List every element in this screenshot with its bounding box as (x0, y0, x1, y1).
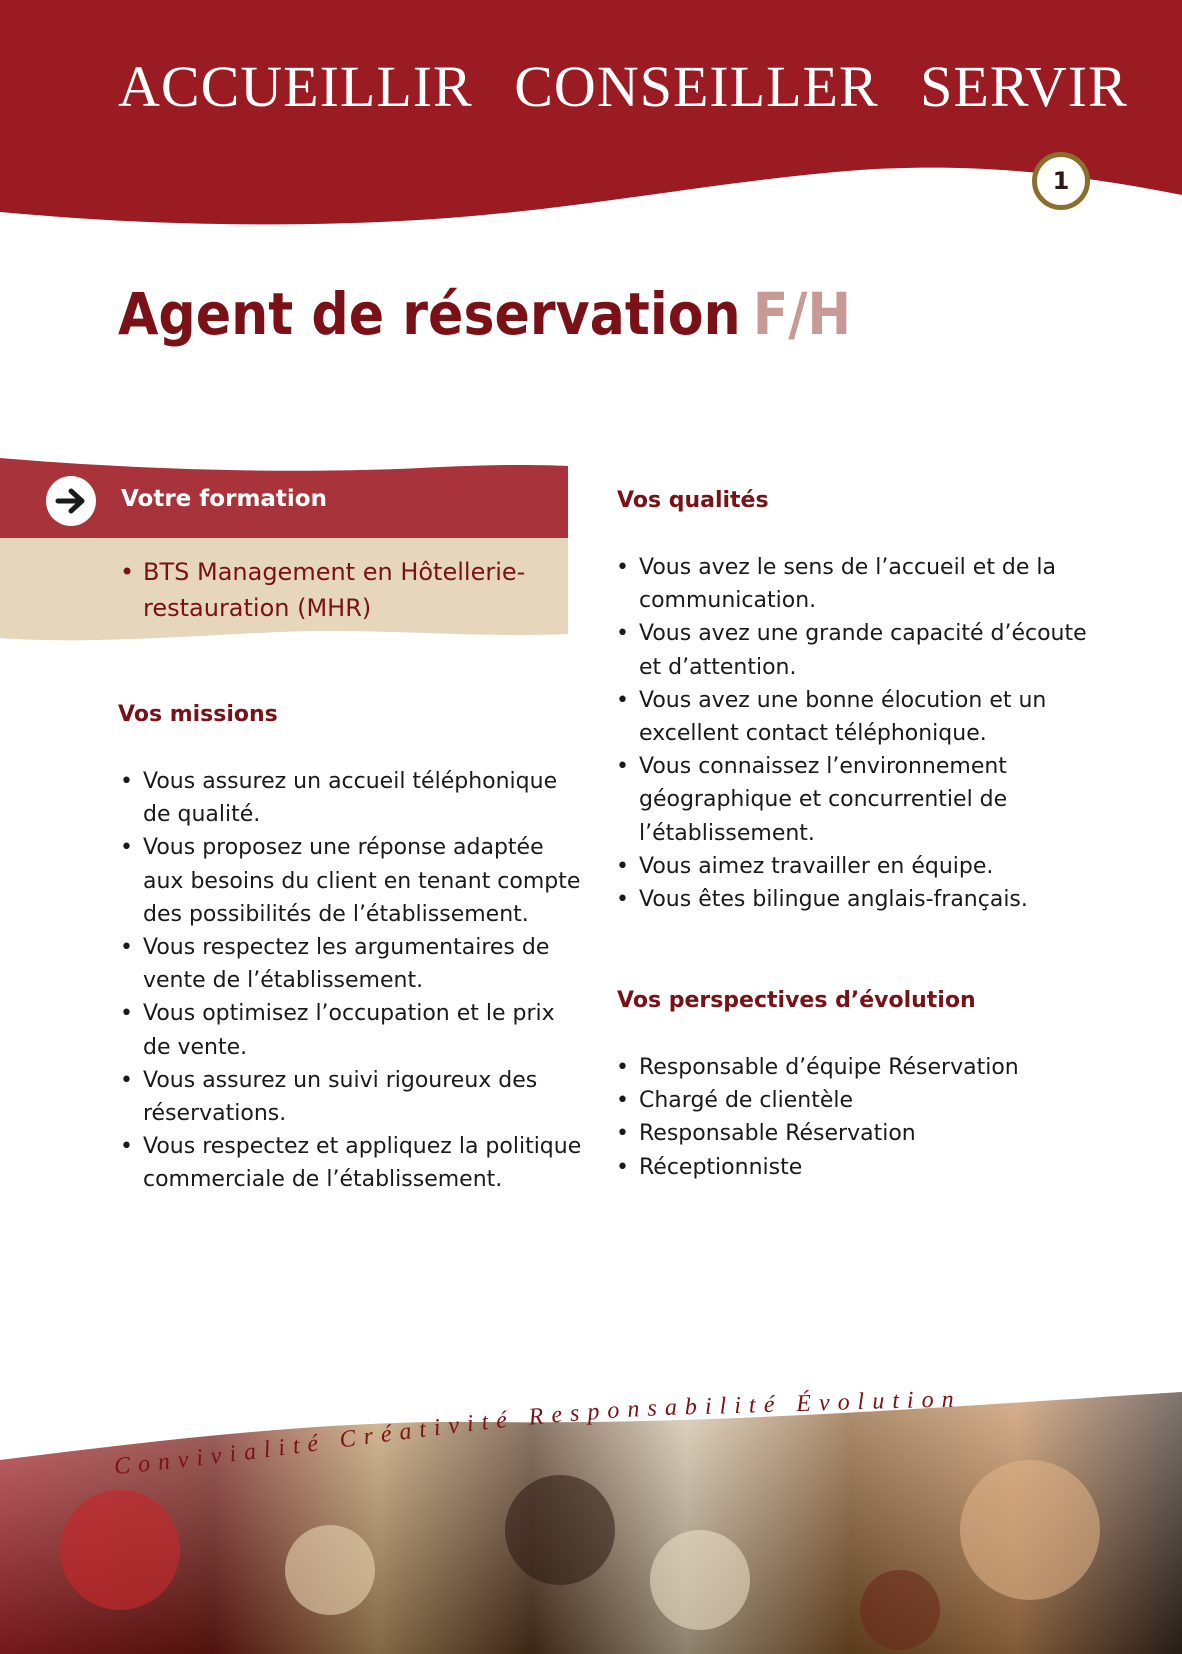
list-item: • Vous optimisez l’occupation et le prix de vente. (118, 997, 588, 1063)
job-title (118, 280, 852, 348)
formation-heading: Votre formation (121, 486, 327, 512)
list-item: • Vous êtes bilingue anglais-français. (614, 883, 1114, 916)
svg-text:Convivialité Créativité Re (113, 1387, 962, 1480)
list-item: • Vous assurez un suivi rigoureux des réservations. (118, 1064, 588, 1130)
qualites-list (614, 551, 1114, 916)
list-item: • Chargé de clientèle (614, 1084, 1114, 1117)
missions-list (118, 765, 588, 1197)
list-item: • Vous connaissez l’environnement géographique et concurrentiel de l’établissement. (614, 750, 1114, 850)
formation-list (118, 554, 558, 626)
list-item: • Vous respectez les argumentaires de vente de l’établissement. (118, 931, 588, 997)
footer-value-word: Créativité (338, 1404, 530, 1454)
job-title-text: Agent de réservation (118, 280, 741, 348)
list-item: • Vous avez une grande capacité d’écoute et d’attention. (614, 617, 1114, 683)
list-item: • Vous avez une bonne élocution et un excellent contact téléphonique. (614, 684, 1114, 750)
arrow-right-icon (46, 476, 96, 526)
qualites-heading: Vos qualités (617, 488, 769, 513)
list-item: • Responsable d’équipe Réservation (614, 1051, 1114, 1084)
list-item: • Vous proposez une réponse adaptée aux besoins du client en tenant compte des possibilités de l’établissement. (118, 831, 588, 931)
list-item: • Vous assurez un accueil téléphonique de qualité. (118, 765, 588, 831)
job-gender: F/H (752, 280, 852, 348)
footer-value-word: Convivialité (113, 1427, 342, 1480)
header-title: ACCUEILLIR CONSEILLER SERVIR (118, 54, 1128, 119)
footer-value-word: Responsabilité (527, 1391, 797, 1431)
list-item: • Réceptionniste (614, 1151, 1114, 1184)
formation-item: • BTS Management en Hôtellerie- restauration (MHR) (118, 554, 558, 626)
footer-values (0, 1330, 1182, 1480)
page-number-badge: 1 (1032, 152, 1090, 210)
evolution-heading: Vos perspectives d’évolution (617, 988, 976, 1013)
header-band (0, 0, 1182, 240)
list-item: • Vous avez le sens de l’accueil et de la communication. (614, 551, 1114, 617)
footer-values-text (113, 1387, 962, 1480)
list-item: • Vous aimez travailler en équipe. (614, 850, 1114, 883)
missions-heading: Vos missions (118, 702, 278, 727)
evolution-list (614, 1051, 1114, 1184)
list-item: • Vous respectez et appliquez la politique commerciale de l’établissement. (118, 1130, 588, 1196)
footer-value-word: Évolution (795, 1386, 962, 1418)
list-item: • Responsable Réservation (614, 1117, 1114, 1150)
